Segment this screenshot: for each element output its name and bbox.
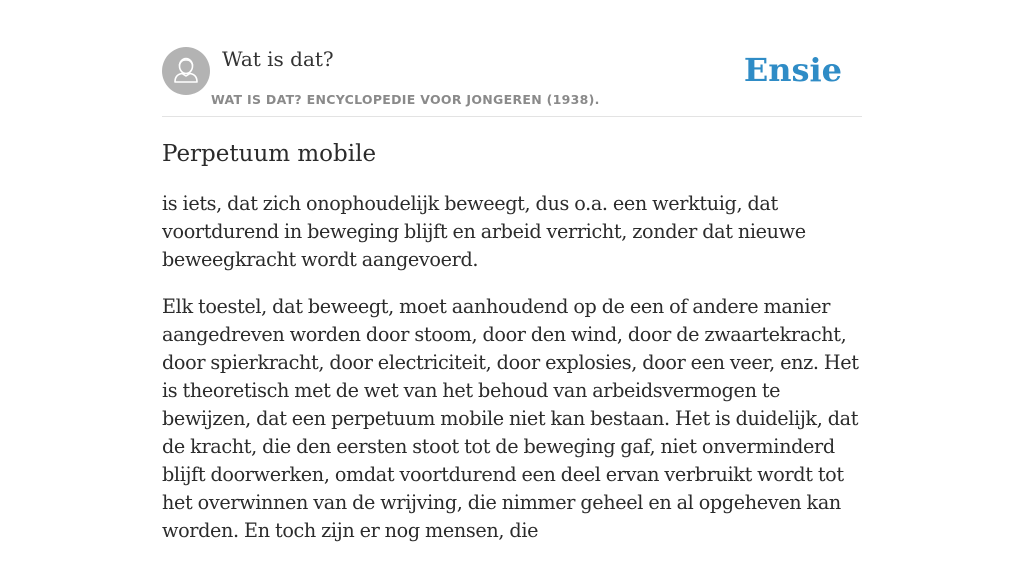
- ensie-logo[interactable]: Ensie: [743, 51, 842, 89]
- source-header: [162, 46, 862, 117]
- article-paragraph: is iets, dat zich onophoudelijk beweegt, dus o.a. een werktuig, dat voortdurend in beweging blijft en arbeid verricht, zonder dat nieuwe beweegkracht wordt aangevoerd.: [162, 192, 806, 271]
- article: [162, 138, 864, 564]
- source-title[interactable]: Wat is dat?: [222, 47, 334, 71]
- article-title: Perpetuum mobile: [162, 141, 377, 167]
- user-silhouette-icon[interactable]: [162, 47, 210, 95]
- article-paragraph: Elk toestel, dat beweegt, moet aanhoudend op de een of andere manier aangedreven worden door stoom, door den wind, door de zwaartekracht, door spierkracht, door electriciteit, door explosies, door een veer, enz. Het is theoretisch met de wet van het behoud van arbeidsvermogen te bewijzen, dat een perpetuum mobile niet kan bestaan. Het is duidelijk, dat de kracht, die den eersten stoot tot de beweging gaf, niet onverminderd blijft doorwerken, omdat voortdurend een deel ervan verbruikt wordt tot het overwinnen van de wrijving, die nimmer geheel en al opgeheven kan worden. En toch zijn er nog mensen, die: [162, 295, 859, 542]
- source-subtitle[interactable]: WAT IS DAT? ENCYCLOPEDIE VOOR JONGEREN (1938).: [211, 92, 600, 107]
